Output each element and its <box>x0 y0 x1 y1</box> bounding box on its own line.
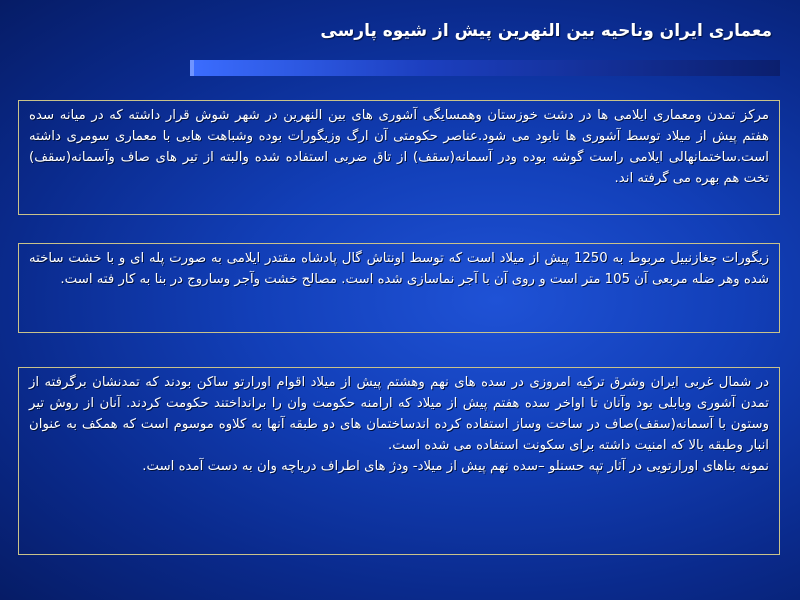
slide-title: معماری ایران وناحیه بین النهرین پیش از شیوه پارسی <box>320 21 772 41</box>
text-paragraph: در شمال غربی ایران وشرق ترکیه امروزی در سده های نهم وهشتم پیش از میلاد اقوام اورارتو ساکن بودند که تمدنشان برگرفته از تمدن آشوری وبابلی بود وآنان تا اواخر سده هفتم پیش از میلاد که ارامنه حکومت وان را برانداختند حکومت کردند. آنان از روش تیر وستون با آسمانه(سقف)صاف در ساخت وساز استفاده کرده اندساختمان های دو طبقه آنها به کلاوه موسوم است که همکف به عنوان انبار وطبقه بالا که امنیت داشته برای سکونت استفاده می شده است. <box>29 375 769 453</box>
text-paragraph: زیگورات چغازنبیل مربوط به 1250 پیش از میلاد است که توسط اونتاش گال پادشاه مقتدر ایلامی به صورت پله ای و با خشت ساخته شده وهر ضله مربعی آن 105 متر است و روی آن با آجر نماسازی شده است. مصالح خشت وآجر وساروج در بنا به کار فته است. <box>29 251 769 287</box>
text-box-chogha-zanbil <box>18 243 780 333</box>
text-paragraph: نمونه بناهای اورارتویی در آثار تپه حسنلو –سده نهم پیش از میلاد- ودژ های اطراف دریاچه وان به دست آمده است. <box>142 459 769 474</box>
title-underline-bar <box>190 60 780 76</box>
text-box-elam <box>18 100 780 215</box>
text-box-urartu <box>18 367 780 555</box>
text-paragraph: مرکز تمدن ومعماری ایلامی ها در دشت خوزستان وهمسایگی آشوری های بین النهرین در شهر شوش قرار داشته که در میانه سده هفتم پیش از میلاد توسط آشوری ها نابود می شود.عناصر حکومتی آن ارگ وزیگورات بوده وشباهت هایی با معماری سومری داشته است.ساختمانهالی ایلامی راست گوشه بوده ودر آسمانه(سقف) از تاق ضربی استفاده شده والبته از تیر های صاف وآسمانه(سقف) تخت هم بهره می گرفته اند. <box>29 108 769 186</box>
